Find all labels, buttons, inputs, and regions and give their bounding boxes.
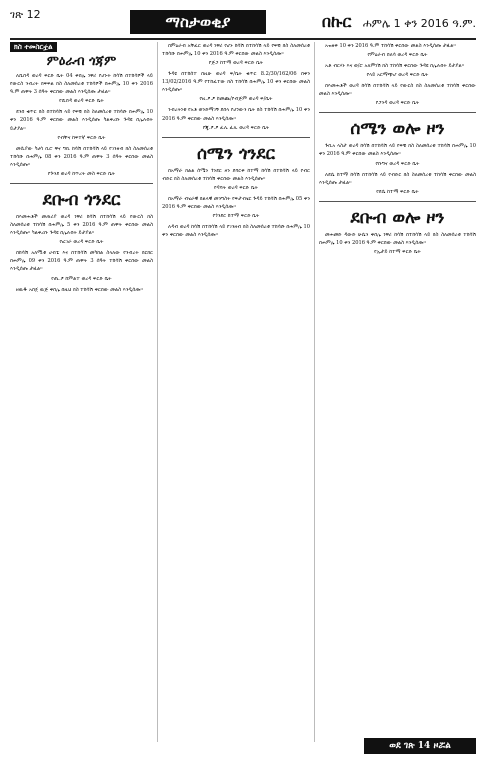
region-title: ሰሜን ወሎ ዞን [319,112,476,141]
section-title: ማስታወቂያ [130,10,266,34]
continued-on-label: ወደ ገጽ 14 ዞሯል [364,738,476,754]
notice-source: የደሴ ከተማ ፍርድ ቤት [376,188,419,195]
notice-text: በአማራ ክልል ሰሜን ጎንደር ዞን ደባርቅ ከተማ ከሳሽ በተከሳሽ ላይ የብር ብድር ክስ ስለመሰረቱ ተከሳሽ ቀርበው መልስ እንዲሰጡ፡፡ [162,167,310,182]
notice-text: ጉዳዩ በተከሰተ በዚሁ ወረዳ ፍ/ቤት ቁጥር 8.2/30/162/06 በቀን 13/02/2016 ዓ.ም የተከፈተው ክስ ተከሳሽ በሐምሌ 10 ቀን ቀርበው መልስ እንዲሰጡ፡፡ [162,71,310,94]
columns [10,42,476,742]
notice-text: ደንበ ቁጥር ክስ በተከሳሽ ላይ የፍቺ ክስ ስለመሰረቱ ተከሳሹ በሐምሌ 10 ቀን 2016 ዓ.ም ቀርበው መልስ እንዲሰጡ ካልቀረቡ ጉዳዩ በሌሉበት ይታያል፡፡ [10,109,153,132]
notice-text: ንብረትነቱ የአቶ ወንድማገኝ ደበላ የሆነውን ቤት ክስ ተከሳሽ በሐምሌ 10 ቀን 2016 ዓ.ም ቀርበው መልስ እንዲሰጡ፡፡ [162,107,310,122]
region-title: ደቡብ ጎንደር [10,183,153,212]
notice-source: የጂ.ፆ.ፆ ፈሊ ፈሊ ወረዳ ፍርድ ቤት [202,124,270,131]
notice-text: ዘዉዱ አበጀ ዉጅ ቀበሌ በዚህ ክስ ተከሳሽ ቀርበው መልስ እንዲሰጡ፡፡ [16,286,143,293]
notice-source: የፎገራ ወረዳ ፍርድ ቤት [59,239,104,246]
masthead [266,10,476,34]
notice-source: የዚ.ፆ.ፆ ከመጨ/የብጅም ወረዳ ፍ/ቤት [199,96,273,103]
notice-source: የጉንደ ወረዳ ከጥረት መስ ፍርድ ቤት [47,170,116,177]
region-title: ምዕራብ ጎጃም [46,54,117,70]
notice-text: አቶ ብርሃኑ እና ወ/ሮ አለምነሽ ክስ ተከሳሽ ቀርበው ጉዳዩ በሌሉበት ይታያል፡፡ [325,63,465,70]
issue-date: ሐምሌ 1 ቀን 2016 ዓ.ም. [362,17,476,30]
notice-source: የጢ.ፆ ከምልተ ወረዳ ፍርድ ቤት [51,275,112,282]
column-2 [162,42,310,742]
notice-text: መሐመድ ዳውድ ሁሴን ቀበሌ ነዋሪ ከሳሽ በተከሳሽ ላይ ክስ ስለመሰረቱ ተከሳሽ በሐምሌ 10 ቀን 2016 ዓ.ም ቀርበው መልስ እንዲሰጡ፡፡ [319,231,476,246]
page-header [10,8,476,40]
notice-text: በእመሐቶች መጠሪያ ወረዳ ነዋሪ ከሳሽ በተከሳሽ ላይ የውርስ ክስ ስለመሰረቱ ተከሳሽ በሐምሌ 5 ቀን 2016 ዓ.ም ጠዋት ቀርበው መልስ እንዲሰጡ፡፡ ካልቀረቡ ጉዳዩ በሌሉበት ይታያል፡፡ [10,213,153,237]
notice-source: የጎንደር ከተማ ፍርድ ቤት [212,213,260,220]
notice-text: ለሺበዳ ወረዳ ፍርድ ቤት 04 ቀበሌ ነዋሪ የሆኑት ከሳሽ በተከሳሾች ላይ የውርስ ንብረት ክፍፍል ክስ ስለመሰረቱ ተከሳሾች በሐምሌ 10 ቀን 2016 ዓ.ም ጠዋት 3 ሰዓት ቀርበው መልስ እንዲሰጡ ታዟል፡፡ [10,73,153,96]
notice-source: የምዕራብ በለሳ ወረዳ ፍርድ ቤት [367,52,428,59]
notice-source: የጅጋ ከተማ ወረዳ ፍርድ ቤት [208,60,264,67]
column-3 [319,42,476,742]
region-title: ሰሜን ጎንደር [162,137,310,166]
notice-text: ለደሴ ከተማ ከሳሽ በተከሳሽ ላይ የብድር ክስ ስለመሰረቱ ተከሳሽ ቀርበው መልስ እንዲሰጡ ታዟል፡፡ [319,171,476,186]
notice-text: ለዳብ ወረዳ ከሳሽ በተከሳሽ ላይ የገንዘብ ክስ ስለመሰረቱ ተከሳሹ በሐምሌ 10 ቀን ቀርበው መልስ እንዲሰጡ፡፡ [162,224,310,239]
column-1 [10,42,153,742]
notice-text: አዝዘቅ 10 ቀን 2016 ዓ.ም ተከሳሽ ቀርበው መልስ እንዲሰጡ ታዟል፡፡ [325,43,456,49]
notice-source: የብቸና ከፍተኛ ፍርድ ቤት [57,134,106,141]
notice-source: የጋንዳ ወረዳ ፍርድ ቤት [375,100,420,107]
region-title: ደቡብ ወሎ ዞን [319,201,476,230]
paper-name: በኩር [321,12,352,31]
section-tab: ክስ ተመስርቷል [10,42,57,52]
notice-source: የሺበዳ ወረዳ ፍርድ ቤት [59,98,104,105]
notice-text: በምዕራብ አቸፈር ወረዳ ነዋሪ የሆኑ ከሳሽ በተከሳሽ ላይ የፍቺ ክስ ስለመሰረቱ ተከሳሹ በሐምሌ 10 ቀን 2016 ዓ.ም ቀርበው መልስ እንዲሰጡ፡፡ [162,43,310,58]
notice-text: መሲያው ካሀሳ ቢሮ ዋና ግቢ ከሳሽ በተከሳሽ ላይ የገንዘብ ክስ ስለመሰረቱ ተከሳሹ በሐምሌ 08 ቀን 2016 ዓ.ም ጠዋት 3 ሰዓት ቀርበው መልስ እንዲሰጡ፡፡ [10,145,153,168]
notice-source: የላይ አርማጭሆ ወረዳ ፍርድ ቤት [366,72,429,79]
column-divider [314,42,315,742]
notice-text: ጉቢአ ላስታ ወረዳ ከሳሽ በተከሳሽ ላይ የፍቺ ክስ ስለመሰረቱ ተከሳሽ በሐምሌ 10 ቀን 2016 ዓ.ም ቀርበው መልስ እንዲሰጡ፡፡ [319,143,476,158]
notice-source: የኢታይ ከተማ ፍርድ ቤት [374,248,421,255]
notice-source: የዳባት ወረዳ ፍርድ ቤት [213,184,258,191]
notice-text: በከሳሽ አለሚቱ ሀብቴ እና በተከሳሽ መካከል ስላለው የንብረት ክርክር በሐምሌ 09 ቀን 2016 ዓ.ም ጠዋት 3 ሰዓት ተከሳሽ ቀርበው መልስ እንዲሰጡ ታዟል፡፡ [10,250,153,273]
notice-source: የቡግና ወረዳ ፍርድ ቤት [375,160,420,167]
column-divider [157,42,158,742]
notice-text: በእመሐቶች ወረዳ ከሳሽ በተከሳሽ ላይ የውርስ ክስ ስለመሰረቱ ተከሳሽ ቀርበው መልስ እንዲሰጡ፡፡ [319,83,476,98]
notice-text: በአማራ ብሄራዊ ክልላዊ መንግስት የፍታብሄር ጉዳይ ተከሳሽ በሐምሌ 05 ቀን 2016 ዓ.ም ቀርበው መልስ እንዲሰጡ፡፡ [162,195,310,210]
page-number: ገጽ 12 [10,8,41,21]
